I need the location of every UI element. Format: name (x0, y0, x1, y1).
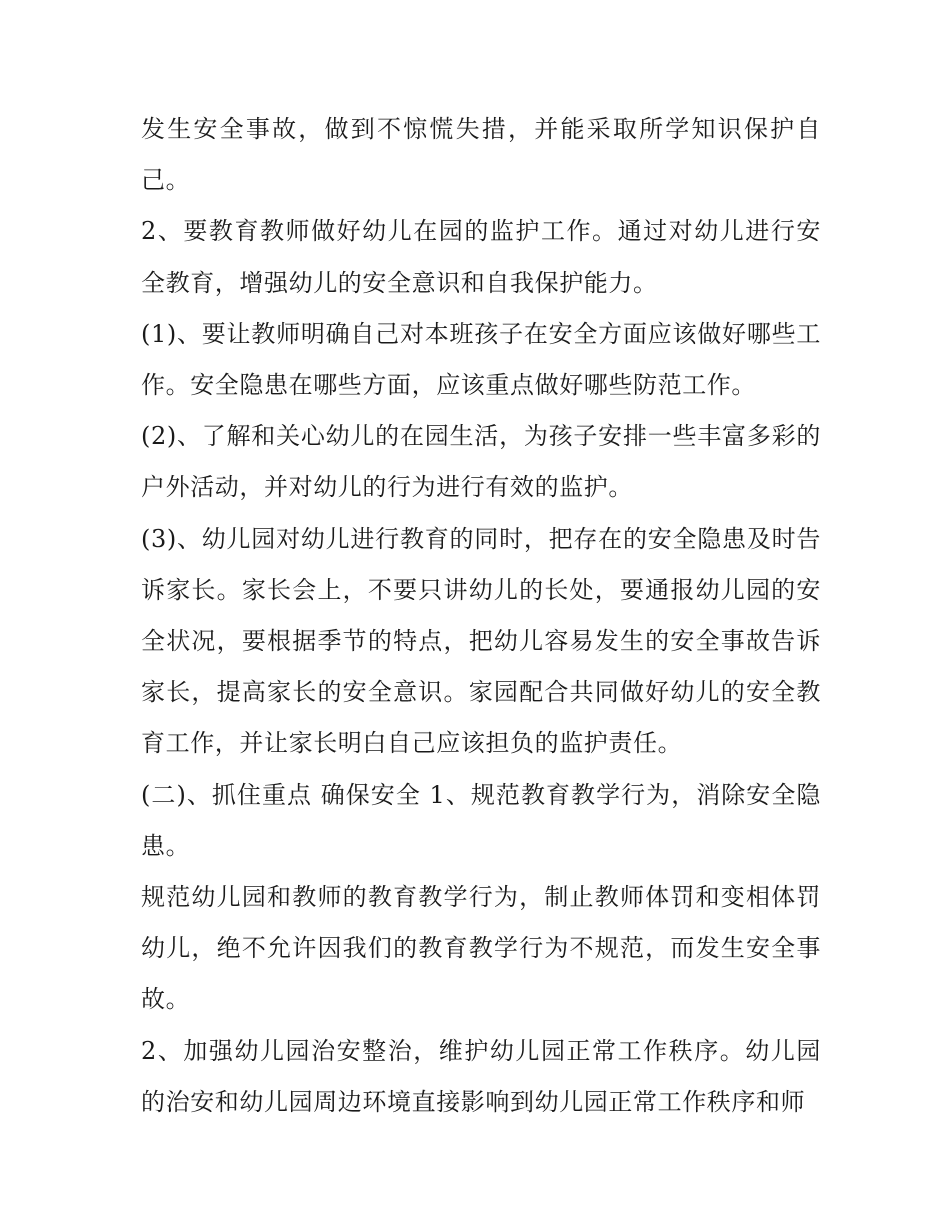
paragraph-6: (二)、抓住重点 确保安全 1、规范教育教学行为，消除安全隐患。 (141, 780, 821, 860)
paragraph-1: 发生安全事故，做到不惊慌失措，并能采取所学知识保护自己。 (141, 115, 821, 195)
paragraph-8: 2、加强幼儿园治安整治，维护幼儿园正常工作秩序。幼儿园的治安和幼儿园周边环境直接影响到幼儿园正常工作秩序和师 (141, 1036, 821, 1116)
paragraph-4: (2)、了解和关心幼儿的在园生活，为孩子安排一些丰富多彩的户外活动，并对幼儿的行为进行有效的监护。 (141, 422, 821, 502)
paragraph-7: 规范幼儿园和教师的教育教学行为，制止教师体罚和变相体罚幼儿，绝不允许因我们的教育教学行为不规范，而发生安全事故。 (141, 883, 821, 1014)
paragraph-5: (3)、幼儿园对幼儿进行教育的同时，把存在的安全隐患及时告诉家长。家长会上，不要只讲幼儿的长处，要通报幼儿园的安全状况，要根据季节的特点，把幼儿容易发生的安全事故告诉家长，提高家长的安全意识。家园配合共同做好幼儿的安全教育工作，并让家长明白自己应该担负的监护责任。 (141, 524, 821, 758)
paragraph-2: 2、要教育教师做好幼儿在园的监护工作。通过对幼儿进行安全教育，增强幼儿的安全意识和自我保护能力。 (141, 217, 821, 297)
paragraph-3: (1)、要让教师明确自己对本班孩子在安全方面应该做好哪些工作。安全隐患在哪些方面，应该重点做好哪些防范工作。 (141, 319, 821, 400)
document-body (141, 104, 821, 1128)
